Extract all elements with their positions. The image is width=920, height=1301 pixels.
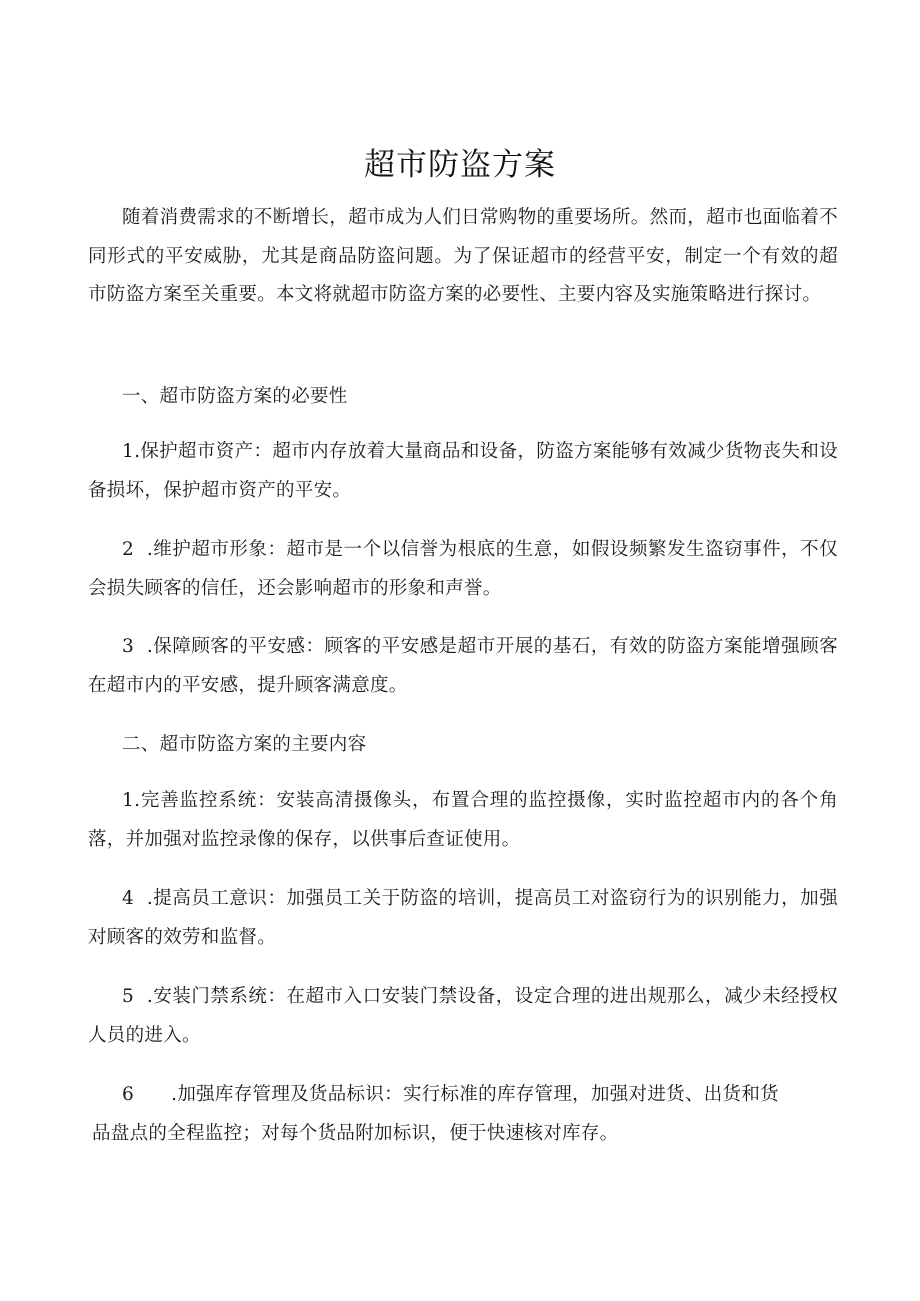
section-heading-content: 二、超市防盗方案的主要内容 xyxy=(122,734,367,755)
item-number: 2 . xyxy=(122,539,154,560)
item-text: .加强库存管理及货品标识：实行标准的库存管理，加强对进货、出货和货 xyxy=(171,1084,779,1105)
content-item-4 xyxy=(88,880,838,957)
item-number: 4 . xyxy=(122,888,154,909)
content-item-6-continuation: 品盘点的全程监控；对每个货品附加标识，便于快速核对库存。 xyxy=(92,1123,619,1144)
document-title: 超市防盗方案 xyxy=(364,147,556,183)
content-item-1 xyxy=(88,782,838,859)
content-item-6 xyxy=(88,1076,848,1115)
item-text: 保障顾客的平安感：顾客的平安感是超市开展的基石，有效的防盗方案能增强顾客在超市内的平安感，提升顾客满意度。 xyxy=(88,636,838,696)
item-number: 6 xyxy=(122,1084,172,1105)
item-number: 1. xyxy=(122,441,141,462)
necessity-item-1 xyxy=(88,433,838,510)
item-number: 3 . xyxy=(122,636,154,657)
item-text: 完善监控系统：安装高清摄像头，布置合理的监控摄像，实时监控超市内的各个角落，并加强对监控录像的保存，以供事后查证使用。 xyxy=(88,790,838,850)
content-item-5 xyxy=(88,978,838,1055)
item-number: 1. xyxy=(122,790,141,811)
necessity-item-3 xyxy=(88,628,838,705)
item-number: 5 . xyxy=(122,986,154,1007)
item-text: 保护超市资产：超市内存放着大量商品和设备，防盗方案能够有效减少货物丧失和设备损坏，保护超市资产的平安。 xyxy=(88,441,838,501)
intro-paragraph: 随着消费需求的不断增长，超市成为人们日常购物的重要场所。然而，超市也面临着不同形式的平安威胁，尤其是商品防盗问题。为了保证超市的经营平安，制定一个有效的超市防盗方案至关重要。本文将就超市防盗方案的必要性、主要内容及实施策略进行探讨。 xyxy=(88,207,838,305)
item-text: 维护超市形象：超市是一个以信誉为根底的生意，如假设频繁发生盗窃事件，不仅会损失顾客的信任，还会影响超市的形象和声誉。 xyxy=(88,539,838,599)
item-text: 安装门禁系统：在超市入口安装门禁设备，设定合理的进出规那么，减少未经授权人员的进入。 xyxy=(88,986,838,1046)
necessity-item-2 xyxy=(88,531,838,608)
section-heading-necessity: 一、超市防盗方案的必要性 xyxy=(122,386,348,407)
item-text: 提高员工意识：加强员工关于防盗的培训，提高员工对盗窃行为的识别能力，加强对顾客的效劳和监督。 xyxy=(88,888,838,948)
